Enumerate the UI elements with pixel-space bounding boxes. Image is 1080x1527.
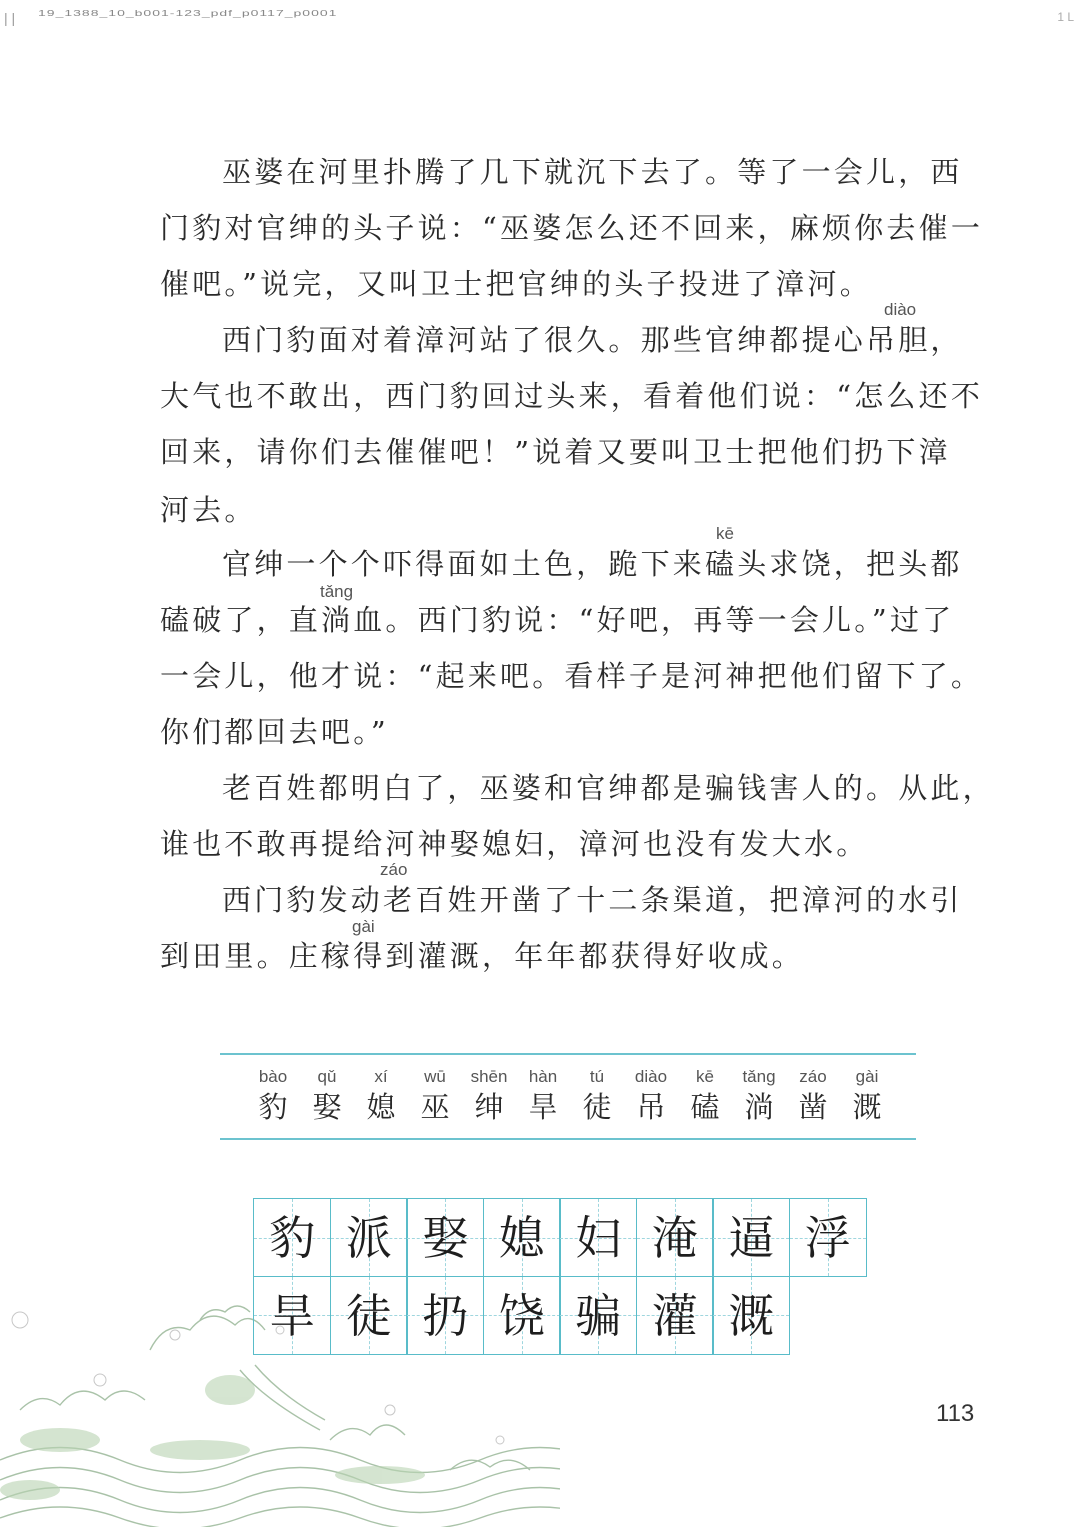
text-line: 一会儿，他才说：“起来吧。看样子是河神把他们留下了。: [160, 659, 984, 693]
pinyin-annotation: kē: [716, 524, 734, 543]
grid-cell: 媳: [483, 1198, 561, 1277]
vocab-item: bào 豹: [258, 1067, 288, 1124]
grid-cell: 灌: [636, 1276, 714, 1355]
grid-cell: 溉: [712, 1276, 790, 1355]
scan-edge-mark: | |: [4, 10, 16, 26]
vocab-item: diào 吊: [634, 1067, 668, 1124]
writing-grid: [254, 1199, 866, 1354]
grid-cell: 淹: [636, 1198, 714, 1277]
pinyin-annotation: záo: [380, 860, 408, 879]
pinyin-annotation: gài: [352, 917, 375, 936]
text-line: 西门豹发动老百姓开凿了十二条渠道，把漳河的水引: [222, 883, 963, 917]
vocab-item: hàn 旱: [528, 1067, 558, 1124]
grid-cell: 浮: [789, 1198, 867, 1277]
vocab-list: [246, 1066, 894, 1126]
vocab-item: záo 凿: [798, 1067, 828, 1124]
scan-edge-mark-right: 1 L: [1057, 10, 1074, 24]
grid-cell: 饶: [483, 1276, 561, 1355]
text-line: 你们都回去吧。”: [160, 715, 389, 749]
text-line: 大气也不敢出，西门豹回过头来，看着他们说：“怎么还不: [160, 379, 984, 413]
text-line: 催吧。”说完，又叫卫士把官绅的头子投进了漳河。: [160, 267, 872, 301]
grid-cell: 娶: [406, 1198, 484, 1277]
text-line: 官绅一个个吓得面如土色，跪下来磕头求饶，把头都: [222, 547, 963, 581]
grid-cell: 骗: [559, 1276, 637, 1355]
vocab-item: kē 磕: [690, 1067, 720, 1124]
grid-cell: 派: [330, 1198, 408, 1277]
vocab-item: tǎng 淌: [742, 1067, 776, 1124]
grid-cell: 豹: [253, 1198, 331, 1277]
vocab-item: qǔ 娶: [312, 1067, 342, 1124]
vocab-item: tú 徒: [582, 1067, 612, 1124]
text-line: 老百姓都明白了，巫婆和官绅都是骗钱害人的。从此，: [222, 771, 995, 805]
text-line: 门豹对官绅的头子说：“巫婆怎么还不回来，麻烦你去催一: [160, 211, 984, 245]
text-line: 西门豹面对着漳河站了很久。那些官绅都提心吊胆，: [222, 323, 963, 357]
file-label: 19_1388_10_b001-123_pdf_p0117_p0001: [38, 8, 338, 18]
grid-row: [254, 1277, 866, 1355]
vocab-top-rule: [220, 1053, 916, 1055]
vocab-bottom-rule: [220, 1138, 916, 1140]
pinyin-annotation: tǎng: [320, 582, 354, 601]
grid-cell: 逼: [712, 1198, 790, 1277]
text-line: 回来，请你们去催催吧！”说着又要叫卫士把他们扔下漳: [160, 435, 951, 469]
grid-row: [254, 1199, 866, 1277]
grid-cell: 徒: [330, 1276, 408, 1355]
grid-cell: 扔: [406, 1276, 484, 1355]
pinyin-annotation: diào: [884, 300, 917, 319]
text-line: 河去。: [160, 493, 257, 527]
page-number: 113: [936, 1400, 975, 1427]
grid-cell: 妇: [559, 1198, 637, 1277]
text-line: 谁也不敢再提给河神娶媳妇，漳河也没有发大水。: [160, 827, 869, 861]
vocab-item: wū 巫: [420, 1067, 450, 1124]
text-line: 磕破了，直淌血。西门豹说：“好吧，再等一会儿。”过了: [160, 603, 955, 637]
vocab-item: xí 媳: [366, 1067, 396, 1124]
grid-cell: 旱: [253, 1276, 331, 1355]
text-line: 到田里。庄稼得到灌溉，年年都获得好收成。: [160, 939, 805, 973]
vocab-item: shēn 绅: [470, 1067, 508, 1124]
scan-header: [0, 6, 1080, 28]
text-line: 巫婆在河里扑腾了几下就沉下去了。等了一会儿，西: [222, 155, 963, 189]
vocab-item: gài 溉: [852, 1067, 882, 1124]
